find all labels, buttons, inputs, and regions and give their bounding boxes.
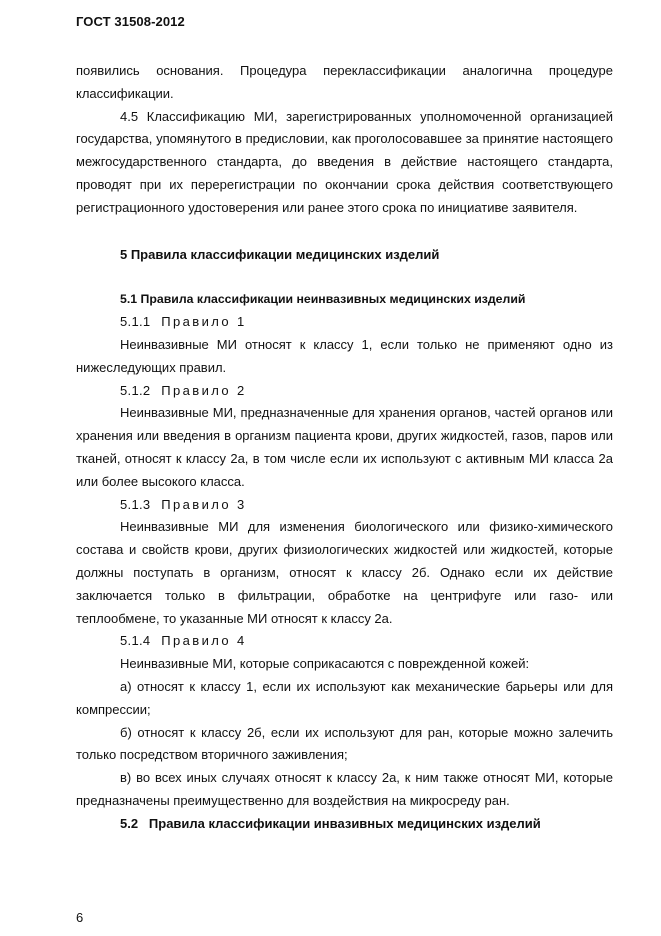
- rule-4-heading: [76, 630, 613, 653]
- rule-1-number: 5.1.1: [120, 314, 151, 330]
- rule-2-heading: [76, 380, 613, 403]
- section-5-2-heading: 5.2 Правила классификации инвазивных медицинских изделий: [120, 815, 541, 831]
- paragraph-continuation: появились основания. Процедура переклассификации аналогична процедуре классификации.: [76, 63, 613, 101]
- rule-3-title: Правило 3: [161, 496, 247, 512]
- rule-3-heading: [76, 494, 613, 517]
- rule-4-number: 5.1.4: [120, 633, 151, 649]
- rule-4-item-a: а) относят к классу 1, если их используют как механические барьеры или для компрессии;: [76, 678, 613, 717]
- rule-1-heading: [76, 311, 613, 334]
- rule-2-number: 5.1.2: [120, 382, 151, 398]
- document-header: ГОСТ 31508-2012: [76, 14, 185, 29]
- paragraph-4-5: 4.5 Классификацию МИ, зарегистрированных уполномоченной организацией государства, упомянутого в предисловии, как проголосовавшее за принятие настоящего межгосударственного стандарта, до введения в действие настоящего стандарта, проводят при их перерегистрации по окончании срока действия соответствующего регистрационного удостоверения или ранее этого срока по инициативе заявителя.: [76, 108, 613, 215]
- page-number: 6: [76, 910, 84, 925]
- section-5-1-heading: 5.1 Правила классификации неинвазивных медицинских изделий: [120, 292, 526, 307]
- rule-4-item-c: в) во всех иных случаях относят к классу 2а, к ним также относят МИ, которые предназначены преимущественно для воздействия на микросреду ран.: [76, 770, 613, 808]
- document-body: [76, 60, 613, 836]
- rule-3-text: Неинвазивные МИ для изменения биологического или физико-химического состава и свойств крови, других физиологических жидкостей или жидкостей, которые должны поступать в организм, относят к классу 2б. Однако если их действие заключается только в фильтрации, обработке на центрифуге или газо- или теплообмене, то указанные МИ относят к классу 2а.: [76, 519, 613, 626]
- rule-2-title: Правило 2: [161, 382, 247, 398]
- rule-4-text: Неинвазивные МИ, которые соприкасаются с поврежденной кожей:: [120, 656, 530, 672]
- section-5-heading: 5 Правила классификации медицинских изделий: [120, 246, 440, 262]
- rule-1-title: Правило 1: [161, 314, 247, 330]
- rule-4-title: Правило 4: [161, 633, 247, 649]
- rule-2-text: Неинвазивные МИ, предназначенные для хранения органов, частей органов или хранения или введения в организм пациента крови, других жидкостей, газов, паров или тканей, относят к классу 2а, в том числе если их используют с активным МИ класса 2а или более высокого класса.: [76, 405, 613, 489]
- rule-3-number: 5.1.3: [120, 496, 151, 512]
- rule-4-item-b: б) относят к классу 2б, если их используют для ран, которые можно залечить только посредством вторичного заживления;: [76, 724, 613, 763]
- rule-1-text: Неинвазивные МИ относят к классу 1, если только не применяют одно из нижеследующих правил.: [76, 336, 613, 375]
